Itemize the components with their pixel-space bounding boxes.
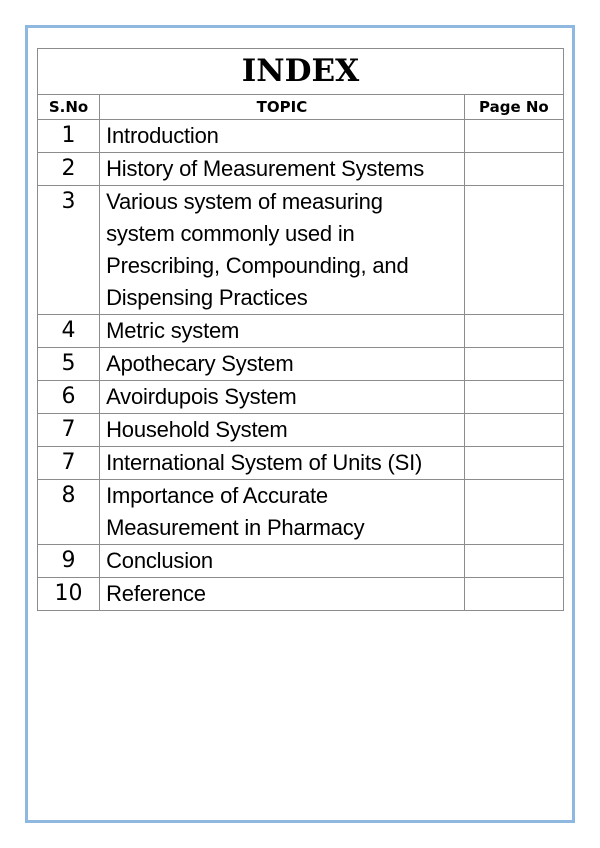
header-sno: S.No <box>38 95 100 120</box>
row-topic <box>100 381 465 414</box>
row-topic-text: Introduction <box>106 123 219 148</box>
row-topic <box>100 447 465 480</box>
row-topic <box>100 120 465 153</box>
row-page-no <box>464 381 563 414</box>
row-topic-text: Avoirdupois System <box>106 384 297 409</box>
row-topic <box>100 153 465 186</box>
row-topic <box>100 578 465 611</box>
row-topic <box>100 480 465 545</box>
row-page-no <box>464 545 563 578</box>
table-row <box>38 348 564 381</box>
row-topic-text: Conclusion <box>106 548 213 573</box>
table-row <box>38 153 564 186</box>
header-page-no: Page No <box>464 95 563 120</box>
row-page-no <box>464 447 563 480</box>
table-row <box>38 315 564 348</box>
index-table <box>37 48 564 611</box>
row-topic <box>100 315 465 348</box>
row-topic <box>100 545 465 578</box>
table-row <box>38 578 564 611</box>
row-topic-text: Reference <box>106 581 206 606</box>
row-sno: 7 <box>38 414 100 447</box>
row-topic-text: Apothecary System <box>106 351 294 376</box>
row-page-no <box>464 414 563 447</box>
row-sno: 9 <box>38 545 100 578</box>
row-topic <box>100 414 465 447</box>
row-topic-text: Household System <box>106 417 288 442</box>
table-row <box>38 545 564 578</box>
row-page-no <box>464 348 563 381</box>
row-topic <box>100 348 465 381</box>
table-row <box>38 480 564 545</box>
row-page-no <box>464 578 563 611</box>
row-sno: 5 <box>38 348 100 381</box>
row-sno: 6 <box>38 381 100 414</box>
row-topic-text: History of Measurement Systems <box>106 156 425 181</box>
row-topic-text: International System of Units (SI) <box>106 450 423 475</box>
row-sno: 2 <box>38 153 100 186</box>
row-page-no <box>464 315 563 348</box>
table-row <box>38 414 564 447</box>
header-row <box>38 95 564 120</box>
row-page-no <box>464 480 563 545</box>
table-row <box>38 381 564 414</box>
row-sno: 3 <box>38 186 100 315</box>
row-topic-text: Metric system <box>106 318 240 343</box>
row-topic-text: Various system of measuring system commonly used in Prescribing, Compounding, and Dispensing Practices <box>106 189 409 310</box>
row-topic <box>100 186 465 315</box>
row-sno: 8 <box>38 480 100 545</box>
row-topic-text: Importance of Accurate Measurement in Pharmacy <box>106 483 365 540</box>
table-row <box>38 186 564 315</box>
row-page-no <box>464 153 563 186</box>
row-page-no <box>464 120 563 153</box>
row-page-no <box>464 186 563 315</box>
index-title: INDEX <box>38 49 564 95</box>
header-topic: TOPIC <box>100 95 465 120</box>
table-row <box>38 120 564 153</box>
title-row <box>38 49 564 95</box>
table-row <box>38 447 564 480</box>
row-sno: 10 <box>38 578 100 611</box>
row-sno: 1 <box>38 120 100 153</box>
row-sno: 7 <box>38 447 100 480</box>
row-sno: 4 <box>38 315 100 348</box>
